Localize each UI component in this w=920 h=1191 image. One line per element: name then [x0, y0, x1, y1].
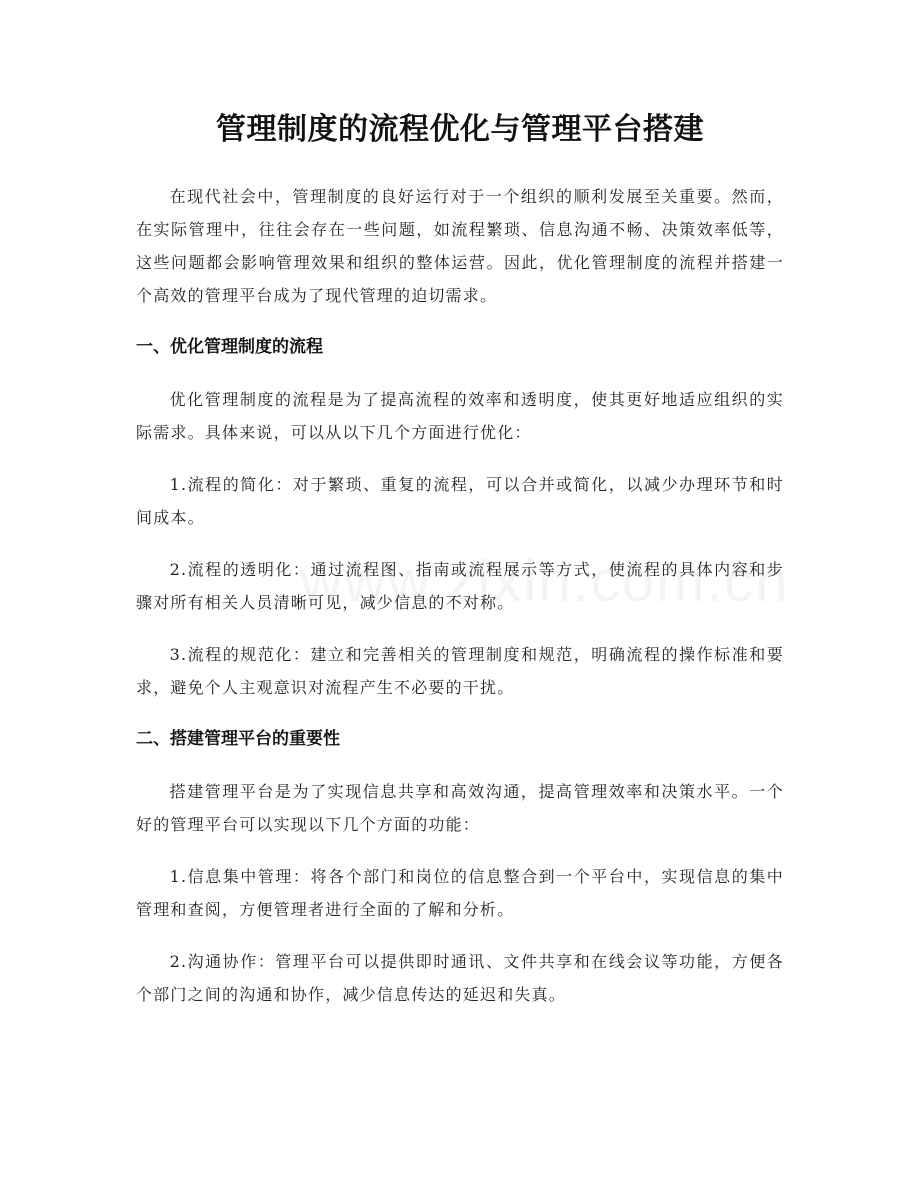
document-title: 管理制度的流程优化与管理平台搭建 — [216, 112, 704, 147]
section-heading-1: 一、优化管理制度的流程 — [136, 337, 323, 357]
section-2-paragraph-3: 2.沟通协作：管理平台可以提供即时通讯、文件共享和在线会议等功能，方便各个部门之间的沟通和协作，减少信息传达的延迟和失真。 — [136, 952, 784, 1004]
section-1-paragraph-2: 1.流程的简化：对于繁琐、重复的流程，可以合并或简化，以减少办理环节和时间成本。 — [136, 475, 784, 527]
section-1-paragraph-4: 3.流程的规范化：建立和完善相关的管理制度和规范，明确流程的操作标准和要求，避免个人主观意识对流程产生不必要的干扰。 — [136, 645, 784, 697]
section-1-paragraph-3: 2.流程的透明化：通过流程图、指南或流程展示等方式，使流程的具体内容和步骤对所有相关人员清晰可见，减少信息的不对称。 — [136, 560, 784, 612]
section-heading-2: 二、搭建管理平台的重要性 — [136, 729, 340, 749]
section-2-paragraph-2: 1.信息集中管理：将各个部门和岗位的信息整合到一个平台中，实现信息的集中管理和查阅，方便管理者进行全面的了解和分析。 — [136, 867, 784, 919]
section-2-paragraph-1: 搭建管理平台是为了实现信息共享和高效沟通，提高管理效率和决策水平。一个好的管理平台可以实现以下几个方面的功能： — [136, 782, 784, 834]
intro-paragraph: 在现代社会中，管理制度的良好运行对于一个组织的顺利发展至关重要。然而，在实际管理中，往往会存在一些问题，如流程繁琐、信息沟通不畅、决策效率低等，这些问题都会影响管理效果和组织的整体运营。因此，优化管理制度的流程并搭建一个高效的管理平台成为了现代管理的迫切需求。 — [136, 187, 784, 305]
section-1-paragraph-1: 优化管理制度的流程是为了提高流程的效率和透明度，使其更好地适应组织的实际需求。具体来说，可以从以下几个方面进行优化： — [136, 390, 784, 442]
document-body — [136, 180, 784, 1030]
